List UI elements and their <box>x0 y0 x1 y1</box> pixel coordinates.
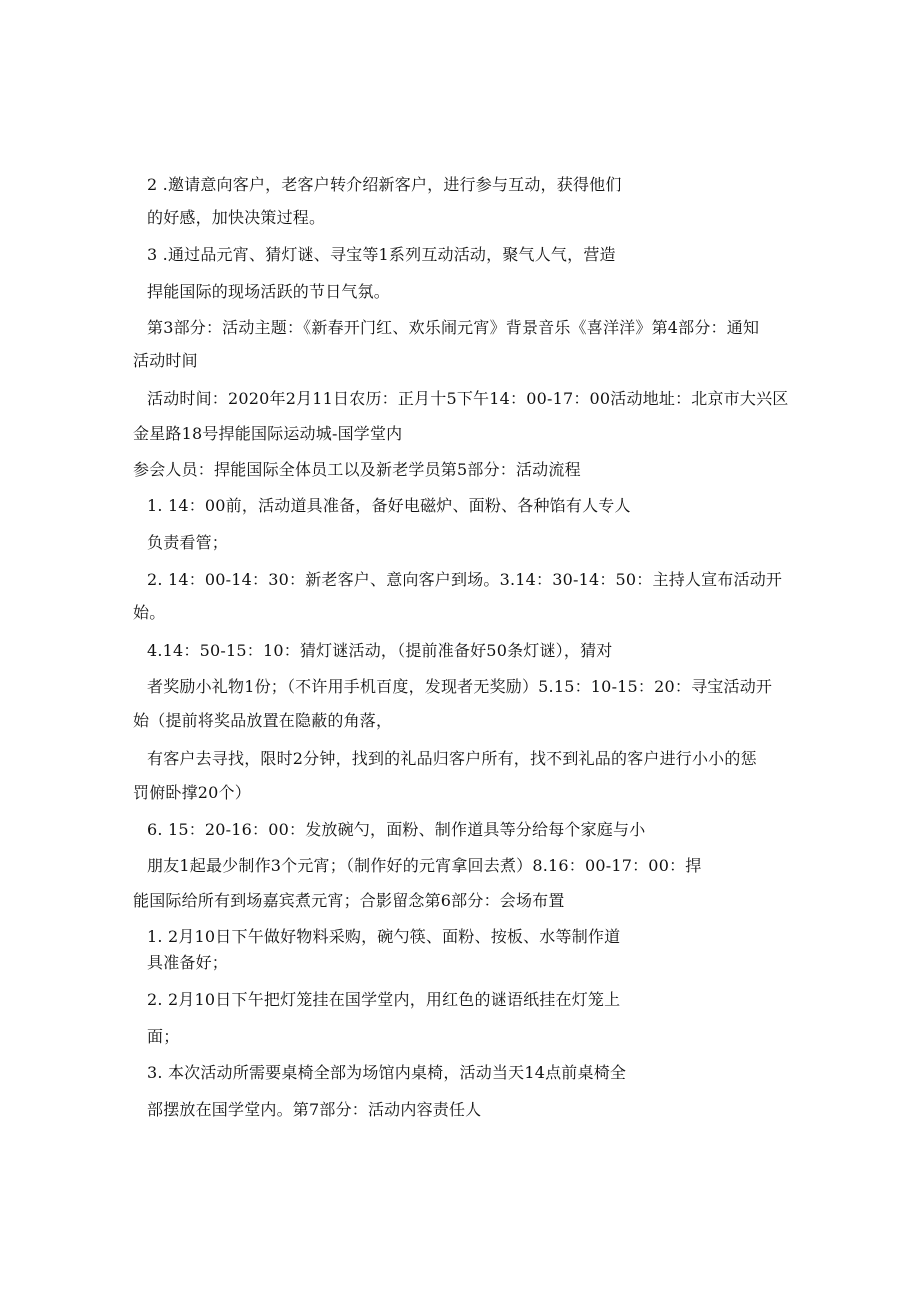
text-line: 负责看管； <box>147 533 229 552</box>
text-line: 始。 <box>133 603 166 622</box>
text-line: 活动时间 <box>133 351 198 370</box>
text-line: 能国际给所有到场嘉宾煮元宵；合影留念第6部分：会场布置 <box>133 891 565 910</box>
text-line: 参会人员：捍能国际全体员工以及新老学员第5部分：活动流程 <box>133 460 581 479</box>
text-line: 具准备好； <box>147 953 229 972</box>
text-line: 1. 2月10日下午做好物料采购，碗勺筷、面粉、按板、水等制作道 <box>147 927 621 946</box>
text-line: 罚俯卧撑20个） <box>133 783 251 802</box>
text-line: 4.14：50-15：10：猜灯谜活动，（提前准备好50条灯谜），猜对 <box>147 641 613 660</box>
text-line: 者奖励小礼物1份；（不许用手机百度，发现者无奖励）5.15：10-15：20：寻宝活动开 <box>147 677 773 696</box>
text-line: 捍能国际的现场活跃的节日气氛。 <box>147 282 391 301</box>
text-line: 的好感，加快决策过程。 <box>147 208 326 227</box>
text-line: 金星路18号捍能国际运动城-国学堂内 <box>133 424 403 443</box>
text-line: 2. 2月10日下午把灯笼挂在国学堂内，用红色的谜语纸挂在灯笼上 <box>147 990 621 1009</box>
text-line: 活动时间：2020年2月11日农历：正月十5下午14：00-17：00活动地址：北京市大兴区 <box>147 389 789 408</box>
text-line: 6. 15：20-16：00：发放碗勺，面粉、制作道具等分给每个家庭与小 <box>147 820 646 839</box>
text-line: 第3部分：活动主题：《新春开门红、欢乐闹元宵》背景音乐《喜洋洋》第4部分：通知 <box>147 318 760 337</box>
text-line: 2 .邀请意向客户，老客户转介绍新客户，进行参与互动，获得他们 <box>147 175 622 194</box>
text-line: 朋友1起最少制作3个元宵；（制作好的元宵拿回去煮）8.16：00-17：00：捍 <box>147 856 702 875</box>
text-line: 1. 14：00前，活动道具准备，备好电磁炉、面粉、各种馅有人专人 <box>147 496 631 515</box>
text-line: 始（提前将奖品放置在隐蔽的角落， <box>133 711 393 730</box>
text-line: 2. 14：00-14：30：新老客户、意向客户到场。3.14：30-14：50：主持人宣布活动开 <box>147 570 783 589</box>
text-line: 面； <box>147 1027 180 1046</box>
text-line: 3 .通过品元宵、猜灯谜、寻宝等1系列互动活动，聚气人气，营造 <box>147 245 616 264</box>
text-line: 3. 本次活动所需要桌椅全部为场馆内桌椅，活动当天14点前桌椅全 <box>147 1063 627 1082</box>
text-line: 有客户去寻找，限时2分钟，找到的礼品归客户所有，找不到礼品的客户进行小小的惩 <box>147 749 757 768</box>
text-line: 部摆放在国学堂内。第7部分：活动内容责任人 <box>147 1100 482 1119</box>
